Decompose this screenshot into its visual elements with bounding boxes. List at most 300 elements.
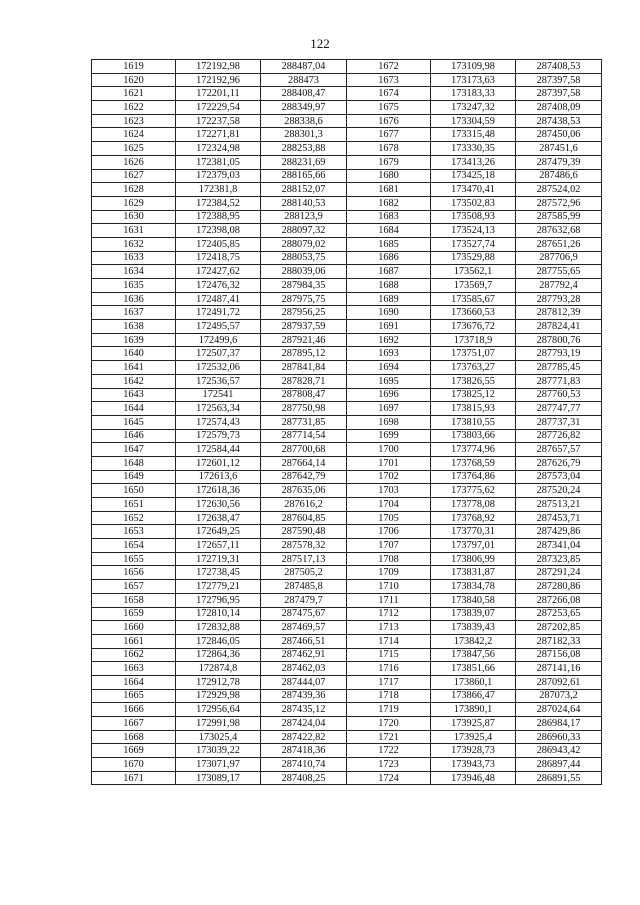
cell-point-number: 1655 [92,552,176,566]
cell-y-coordinate: 288053,75 [261,251,347,265]
coordinates-table-body [92,60,602,785]
cell-y-coordinate: 287439,36 [261,689,347,703]
cell-point-number: 1693 [347,347,431,361]
cell-point-number: 1684 [347,224,431,238]
cell-point-number: 1673 [347,73,431,87]
cell-x-coordinate: 173815,93 [431,402,516,416]
cell-point-number: 1630 [92,210,176,224]
cell-point-number: 1721 [347,730,431,744]
table-row [92,758,602,772]
cell-point-number: 1622 [92,101,176,115]
cell-point-number: 1670 [92,758,176,772]
cell-x-coordinate: 173806,99 [431,552,516,566]
cell-x-coordinate: 172418,75 [176,251,261,265]
cell-point-number: 1689 [347,292,431,306]
cell-y-coordinate: 287616,2 [261,498,347,512]
cell-y-coordinate: 287438,53 [516,114,602,128]
table-row [92,128,602,142]
cell-y-coordinate: 287700,68 [261,443,347,457]
cell-point-number: 1698 [347,415,431,429]
cell-point-number: 1637 [92,306,176,320]
cell-y-coordinate: 287469,57 [261,621,347,635]
cell-x-coordinate: 173810,55 [431,415,516,429]
cell-y-coordinate: 287202,85 [516,621,602,635]
cell-point-number: 1705 [347,511,431,525]
cell-x-coordinate: 173770,31 [431,525,516,539]
cell-x-coordinate: 172738,45 [176,566,261,580]
cell-y-coordinate: 288097,32 [261,224,347,238]
cell-x-coordinate: 172388,95 [176,210,261,224]
cell-x-coordinate: 172237,58 [176,114,261,128]
cell-point-number: 1642 [92,374,176,388]
cell-y-coordinate: 287956,25 [261,306,347,320]
cell-point-number: 1631 [92,224,176,238]
cell-y-coordinate: 287785,45 [516,361,602,375]
table-row [92,429,602,443]
table-row [92,374,602,388]
cell-point-number: 1661 [92,634,176,648]
cell-x-coordinate: 172630,56 [176,498,261,512]
cell-x-coordinate: 173847,56 [431,648,516,662]
cell-x-coordinate: 173764,86 [431,470,516,484]
cell-y-coordinate: 288165,66 [261,169,347,183]
cell-x-coordinate: 172381,8 [176,183,261,197]
cell-x-coordinate: 172192,96 [176,73,261,87]
table-row [92,703,602,717]
cell-x-coordinate: 173768,92 [431,511,516,525]
cell-y-coordinate: 286897,44 [516,758,602,772]
cell-x-coordinate: 173842,2 [431,634,516,648]
cell-x-coordinate: 172398,08 [176,224,261,238]
cell-point-number: 1654 [92,539,176,553]
cell-y-coordinate: 288301,3 [261,128,347,142]
cell-x-coordinate: 173775,62 [431,484,516,498]
cell-y-coordinate: 287585,99 [516,210,602,224]
cell-point-number: 1701 [347,456,431,470]
cell-y-coordinate: 286943,42 [516,744,602,758]
cell-y-coordinate: 287475,67 [261,607,347,621]
cell-x-coordinate: 172638,47 [176,511,261,525]
table-row [92,73,602,87]
cell-y-coordinate: 287800,76 [516,333,602,347]
cell-point-number: 1621 [92,87,176,101]
table-row [92,552,602,566]
cell-point-number: 1706 [347,525,431,539]
cell-x-coordinate: 172613,6 [176,470,261,484]
cell-point-number: 1714 [347,634,431,648]
table-row [92,265,602,279]
table-row [92,511,602,525]
cell-y-coordinate: 287141,16 [516,662,602,676]
cell-y-coordinate: 287397,58 [516,87,602,101]
cell-x-coordinate: 172507,37 [176,347,261,361]
cell-y-coordinate: 287824,41 [516,320,602,334]
table-row [92,237,602,251]
table-row [92,224,602,238]
cell-point-number: 1723 [347,758,431,772]
cell-x-coordinate: 173676,72 [431,320,516,334]
cell-point-number: 1668 [92,730,176,744]
cell-x-coordinate: 172574,43 [176,415,261,429]
cell-x-coordinate: 172601,12 [176,456,261,470]
cell-y-coordinate: 287323,85 [516,552,602,566]
cell-point-number: 1660 [92,621,176,635]
cell-point-number: 1651 [92,498,176,512]
cell-x-coordinate: 173330,35 [431,142,516,156]
cell-y-coordinate: 287408,09 [516,101,602,115]
cell-y-coordinate: 287750,98 [261,402,347,416]
cell-x-coordinate: 172832,88 [176,621,261,635]
table-row [92,675,602,689]
cell-point-number: 1652 [92,511,176,525]
cell-x-coordinate: 173751,07 [431,347,516,361]
cell-y-coordinate: 287280,86 [516,580,602,594]
table-row [92,210,602,224]
cell-y-coordinate: 287895,12 [261,347,347,361]
cell-point-number: 1633 [92,251,176,265]
cell-point-number: 1679 [347,155,431,169]
cell-y-coordinate: 287422,82 [261,730,347,744]
cell-x-coordinate: 173851,66 [431,662,516,676]
cell-x-coordinate: 173569,7 [431,279,516,293]
cell-point-number: 1628 [92,183,176,197]
cell-x-coordinate: 172379,03 [176,169,261,183]
table-row [92,525,602,539]
cell-point-number: 1682 [347,196,431,210]
cell-point-number: 1678 [347,142,431,156]
cell-x-coordinate: 173839,07 [431,607,516,621]
cell-x-coordinate: 173071,97 [176,758,261,772]
cell-point-number: 1623 [92,114,176,128]
cell-x-coordinate: 172956,64 [176,703,261,717]
cell-y-coordinate: 287397,58 [516,73,602,87]
cell-y-coordinate: 287424,04 [261,717,347,731]
table-row [92,607,602,621]
table-row [92,114,602,128]
cell-y-coordinate: 288487,04 [261,60,347,74]
cell-x-coordinate: 173527,74 [431,237,516,251]
cell-x-coordinate: 172499,6 [176,333,261,347]
cell-x-coordinate: 172381,05 [176,155,261,169]
cell-point-number: 1686 [347,251,431,265]
cell-point-number: 1697 [347,402,431,416]
cell-x-coordinate: 173866,47 [431,689,516,703]
cell-y-coordinate: 287793,28 [516,292,602,306]
cell-x-coordinate: 173860,1 [431,675,516,689]
cell-x-coordinate: 173778,08 [431,498,516,512]
cell-x-coordinate: 173247,32 [431,101,516,115]
cell-x-coordinate: 173470,41 [431,183,516,197]
cell-y-coordinate: 287572,96 [516,196,602,210]
cell-y-coordinate: 287975,75 [261,292,347,306]
cell-y-coordinate: 287513,21 [516,498,602,512]
cell-point-number: 1719 [347,703,431,717]
cell-x-coordinate: 173425,18 [431,169,516,183]
cell-point-number: 1656 [92,566,176,580]
cell-point-number: 1681 [347,183,431,197]
coordinates-table [91,59,602,785]
cell-point-number: 1624 [92,128,176,142]
table-row [92,566,602,580]
cell-x-coordinate: 172192,98 [176,60,261,74]
cell-point-number: 1634 [92,265,176,279]
cell-x-coordinate: 172324,98 [176,142,261,156]
cell-point-number: 1643 [92,388,176,402]
cell-x-coordinate: 173831,87 [431,566,516,580]
cell-x-coordinate: 173925,87 [431,717,516,731]
cell-y-coordinate: 288253,88 [261,142,347,156]
cell-x-coordinate: 172649,25 [176,525,261,539]
cell-x-coordinate: 173925,4 [431,730,516,744]
cell-y-coordinate: 286960,33 [516,730,602,744]
table-row [92,183,602,197]
cell-point-number: 1639 [92,333,176,347]
cell-y-coordinate: 287793,19 [516,347,602,361]
cell-point-number: 1648 [92,456,176,470]
cell-x-coordinate: 172779,21 [176,580,261,594]
cell-x-coordinate: 172618,36 [176,484,261,498]
cell-point-number: 1667 [92,717,176,731]
cell-point-number: 1699 [347,429,431,443]
cell-y-coordinate: 287657,57 [516,443,602,457]
cell-y-coordinate: 287418,36 [261,744,347,758]
cell-x-coordinate: 172584,44 [176,443,261,457]
cell-y-coordinate: 287479,7 [261,593,347,607]
cell-point-number: 1627 [92,169,176,183]
cell-point-number: 1680 [347,169,431,183]
table-row [92,689,602,703]
cell-y-coordinate: 287182,33 [516,634,602,648]
cell-x-coordinate: 172487,41 [176,292,261,306]
cell-x-coordinate: 172405,85 [176,237,261,251]
cell-y-coordinate: 287812,39 [516,306,602,320]
table-row [92,142,602,156]
cell-point-number: 1636 [92,292,176,306]
cell-point-number: 1715 [347,648,431,662]
cell-y-coordinate: 287505,2 [261,566,347,580]
cell-point-number: 1635 [92,279,176,293]
cell-x-coordinate: 173660,53 [431,306,516,320]
table-row [92,415,602,429]
cell-point-number: 1632 [92,237,176,251]
cell-x-coordinate: 173840,58 [431,593,516,607]
cell-y-coordinate: 287341,04 [516,539,602,553]
cell-y-coordinate: 287632,68 [516,224,602,238]
cell-x-coordinate: 173183,33 [431,87,516,101]
cell-point-number: 1720 [347,717,431,731]
cell-point-number: 1696 [347,388,431,402]
cell-x-coordinate: 172579,73 [176,429,261,443]
cell-point-number: 1708 [347,552,431,566]
table-row [92,60,602,74]
cell-x-coordinate: 173585,67 [431,292,516,306]
cell-point-number: 1675 [347,101,431,115]
table-row [92,402,602,416]
cell-y-coordinate: 287479,39 [516,155,602,169]
cell-point-number: 1645 [92,415,176,429]
cell-point-number: 1722 [347,744,431,758]
cell-x-coordinate: 172495,57 [176,320,261,334]
cell-point-number: 1620 [92,73,176,87]
cell-x-coordinate: 173173,63 [431,73,516,87]
cell-point-number: 1658 [92,593,176,607]
cell-point-number: 1662 [92,648,176,662]
cell-y-coordinate: 288079,02 [261,237,347,251]
cell-y-coordinate: 287444,07 [261,675,347,689]
cell-y-coordinate: 287266,08 [516,593,602,607]
cell-y-coordinate: 287410,74 [261,758,347,772]
cell-point-number: 1619 [92,60,176,74]
cell-y-coordinate: 287092,61 [516,675,602,689]
cell-x-coordinate: 172563,34 [176,402,261,416]
cell-point-number: 1702 [347,470,431,484]
cell-x-coordinate: 173943,73 [431,758,516,772]
cell-point-number: 1672 [347,60,431,74]
cell-y-coordinate: 287635,06 [261,484,347,498]
cell-point-number: 1653 [92,525,176,539]
cell-y-coordinate: 287714,54 [261,429,347,443]
cell-point-number: 1676 [347,114,431,128]
cell-x-coordinate: 173763,27 [431,361,516,375]
cell-x-coordinate: 173946,48 [431,771,516,785]
cell-x-coordinate: 172476,32 [176,279,261,293]
cell-y-coordinate: 287651,26 [516,237,602,251]
table-row [92,333,602,347]
cell-y-coordinate: 287921,46 [261,333,347,347]
cell-point-number: 1641 [92,361,176,375]
cell-y-coordinate: 287590,48 [261,525,347,539]
table-row [92,634,602,648]
cell-x-coordinate: 172536,57 [176,374,261,388]
cell-y-coordinate: 287485,8 [261,580,347,594]
cell-point-number: 1647 [92,443,176,457]
table-row [92,456,602,470]
cell-point-number: 1638 [92,320,176,334]
table-row [92,251,602,265]
table-row [92,621,602,635]
cell-y-coordinate: 287706,9 [516,251,602,265]
cell-y-coordinate: 287291,24 [516,566,602,580]
cell-point-number: 1718 [347,689,431,703]
cell-x-coordinate: 172912,78 [176,675,261,689]
cell-y-coordinate: 287808,47 [261,388,347,402]
cell-x-coordinate: 172719,31 [176,552,261,566]
cell-x-coordinate: 173502,83 [431,196,516,210]
cell-x-coordinate: 173562,1 [431,265,516,279]
cell-point-number: 1650 [92,484,176,498]
cell-point-number: 1657 [92,580,176,594]
cell-point-number: 1716 [347,662,431,676]
cell-y-coordinate: 287450,06 [516,128,602,142]
cell-y-coordinate: 287486,6 [516,169,602,183]
cell-y-coordinate: 288338,6 [261,114,347,128]
cell-x-coordinate: 173834,78 [431,580,516,594]
table-row [92,101,602,115]
table-row [92,498,602,512]
table-row [92,771,602,785]
table-row [92,648,602,662]
table-row [92,443,602,457]
cell-point-number: 1626 [92,155,176,169]
cell-x-coordinate: 173768,59 [431,456,516,470]
cell-x-coordinate: 172384,52 [176,196,261,210]
cell-x-coordinate: 172796,95 [176,593,261,607]
cell-y-coordinate: 287626,79 [516,456,602,470]
cell-y-coordinate: 288473 [261,73,347,87]
cell-y-coordinate: 287466,51 [261,634,347,648]
cell-point-number: 1695 [347,374,431,388]
cell-x-coordinate: 173797,01 [431,539,516,553]
cell-y-coordinate: 287737,31 [516,415,602,429]
cell-x-coordinate: 173774,96 [431,443,516,457]
cell-y-coordinate: 288408,47 [261,87,347,101]
cell-point-number: 1717 [347,675,431,689]
cell-point-number: 1640 [92,347,176,361]
cell-point-number: 1707 [347,539,431,553]
cell-y-coordinate: 287462,03 [261,662,347,676]
table-row [92,87,602,101]
cell-point-number: 1666 [92,703,176,717]
cell-y-coordinate: 287604,85 [261,511,347,525]
table-row [92,155,602,169]
cell-y-coordinate: 287760,53 [516,388,602,402]
cell-point-number: 1703 [347,484,431,498]
cell-point-number: 1665 [92,689,176,703]
cell-y-coordinate: 287578,32 [261,539,347,553]
cell-y-coordinate: 287451,6 [516,142,602,156]
cell-y-coordinate: 287642,79 [261,470,347,484]
cell-x-coordinate: 173529,88 [431,251,516,265]
cell-x-coordinate: 172991,98 [176,717,261,731]
cell-y-coordinate: 287073,2 [516,689,602,703]
cell-y-coordinate: 288140,53 [261,196,347,210]
cell-x-coordinate: 173803,66 [431,429,516,443]
cell-x-coordinate: 173524,13 [431,224,516,238]
cell-y-coordinate: 287435,12 [261,703,347,717]
cell-y-coordinate: 288152,07 [261,183,347,197]
cell-point-number: 1687 [347,265,431,279]
cell-y-coordinate: 287792,4 [516,279,602,293]
cell-x-coordinate: 173413,26 [431,155,516,169]
cell-point-number: 1710 [347,580,431,594]
table-row [92,292,602,306]
cell-y-coordinate: 287841,84 [261,361,347,375]
cell-x-coordinate: 172846,05 [176,634,261,648]
page-number: 122 [310,36,330,51]
cell-point-number: 1659 [92,607,176,621]
cell-x-coordinate: 172864,36 [176,648,261,662]
table-row [92,744,602,758]
table-row [92,347,602,361]
cell-point-number: 1692 [347,333,431,347]
table-row [92,662,602,676]
cell-y-coordinate: 287771,83 [516,374,602,388]
cell-point-number: 1704 [347,498,431,512]
cell-point-number: 1664 [92,675,176,689]
cell-x-coordinate: 172491,72 [176,306,261,320]
cell-point-number: 1669 [92,744,176,758]
cell-x-coordinate: 173089,17 [176,771,261,785]
cell-x-coordinate: 172271,81 [176,128,261,142]
cell-x-coordinate: 173825,12 [431,388,516,402]
cell-y-coordinate: 287755,65 [516,265,602,279]
table-row [92,388,602,402]
cell-point-number: 1683 [347,210,431,224]
cell-x-coordinate: 172874,8 [176,662,261,676]
cell-y-coordinate: 287984,35 [261,279,347,293]
cell-y-coordinate: 287573,04 [516,470,602,484]
cell-x-coordinate: 172810,14 [176,607,261,621]
